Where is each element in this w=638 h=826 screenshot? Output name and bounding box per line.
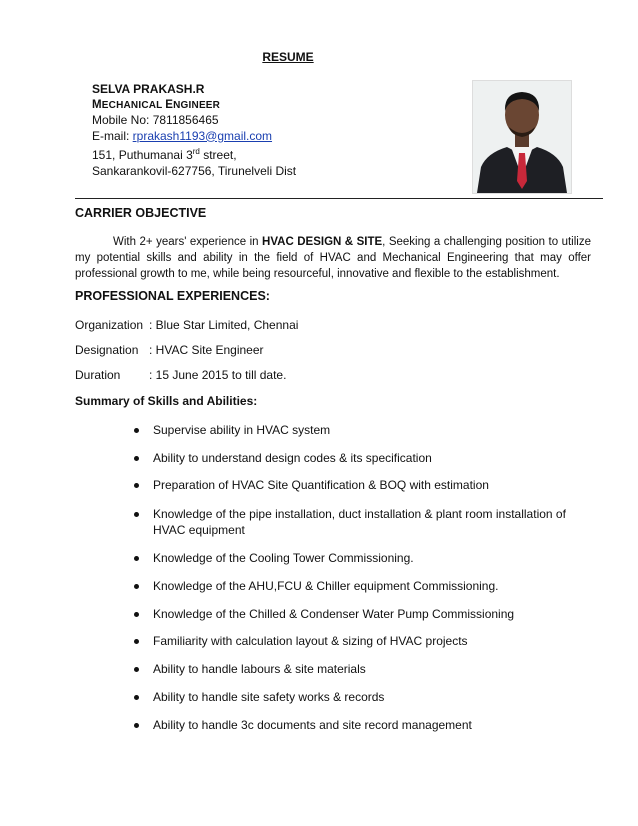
address-line-1: [92, 144, 296, 164]
skill-text: Ability to handle 3c documents and site record management: [153, 718, 472, 732]
skills-heading: Summary of Skills and Abilities:: [75, 394, 258, 408]
candidate-name: SELVA PRAKASH.R: [92, 82, 205, 96]
skill-text: Ability to understand design codes & its specification: [153, 451, 432, 465]
bullet-icon: [134, 556, 139, 561]
bullet-icon: [134, 695, 139, 700]
mobile-number: Mobile No: 7811856465: [92, 113, 219, 127]
bullet-icon: [134, 483, 139, 488]
duration-value: : 15 June 2015 to till date.: [149, 368, 287, 382]
designation-row: [75, 343, 264, 357]
bullet-icon: [134, 456, 139, 461]
skill-text: Knowledge of the pipe installation, duct installation & plant room installation of HVAC equipment: [153, 507, 566, 537]
profile-photo-graphic: [473, 81, 571, 193]
skill-text: Familiarity with calculation layout & sizing of HVAC projects: [153, 634, 468, 648]
candidate-role: [92, 98, 296, 114]
skill-text: Ability to handle labours & site materials: [153, 662, 366, 676]
organization-value: : Blue Star Limited, Chennai: [149, 318, 299, 332]
header-divider: [75, 198, 603, 199]
address-post: street,: [199, 148, 237, 162]
bullet-icon: [134, 512, 139, 517]
email-label: E-mail:: [92, 128, 133, 143]
objective-paragraph: [75, 234, 591, 282]
skill-text: Preparation of HVAC Site Quantification & BOQ with estimation: [153, 478, 489, 492]
skill-text: Knowledge of the Chilled & Condenser Water Pump Commissioning: [153, 607, 515, 621]
skill-text: Knowledge of the Cooling Tower Commissioning.: [153, 551, 414, 565]
bullet-icon: [134, 667, 139, 672]
skill-text: Ability to handle site safety works & records: [153, 690, 385, 704]
address-pre: 151, Puthumanai 3: [92, 148, 193, 162]
role-part-1: ECHANICAL: [101, 99, 166, 111]
bullet-icon: [134, 428, 139, 433]
objective-text-1: With 2+ years' experience in: [113, 236, 263, 248]
duration-row: [75, 368, 286, 382]
bullet-icon: [134, 723, 139, 728]
address-superscript: rd: [192, 147, 200, 156]
profile-photo: [472, 80, 572, 194]
duration-label: Duration: [75, 368, 121, 382]
experience-heading: PROFESSIONAL EXPERIENCES:: [75, 289, 270, 303]
objective-heading: CARRIER OBJECTIVE: [75, 206, 207, 220]
skill-text: Knowledge of the AHU,FCU & Chiller equipment Commissioning.: [153, 579, 499, 593]
organization-label: Organization: [75, 318, 144, 332]
contact-header: [92, 82, 296, 179]
address-line-2: Sankarankovil-627756, Tirunelveli Dist: [92, 163, 297, 178]
objective-bold: HVAC DESIGN & SITE: [262, 236, 383, 248]
email-line: [92, 129, 296, 145]
role-initial-m: M: [92, 98, 102, 111]
objective-text-2: , Seeking a challenging position to utilize my potential skills and ability in the field of HVAC and Mechanical Engineering that may offer professional growth to me, while being resourceful, innovative and flexible to the establishment.: [75, 236, 591, 280]
email-link[interactable]: rprakash1193@gmail.com: [132, 128, 273, 143]
designation-value: : HVAC Site Engineer: [149, 343, 264, 357]
organization-row: [75, 318, 298, 332]
resume-title: RESUME: [262, 50, 314, 64]
bullet-icon: [134, 639, 139, 644]
bullet-icon: [134, 584, 139, 589]
skill-text: Supervise ability in HVAC system: [153, 423, 331, 437]
role-initial-e: E: [165, 98, 174, 111]
designation-label: Designation: [75, 343, 139, 357]
role-part-2: NGINEER: [173, 99, 221, 111]
bullet-icon: [134, 612, 139, 617]
